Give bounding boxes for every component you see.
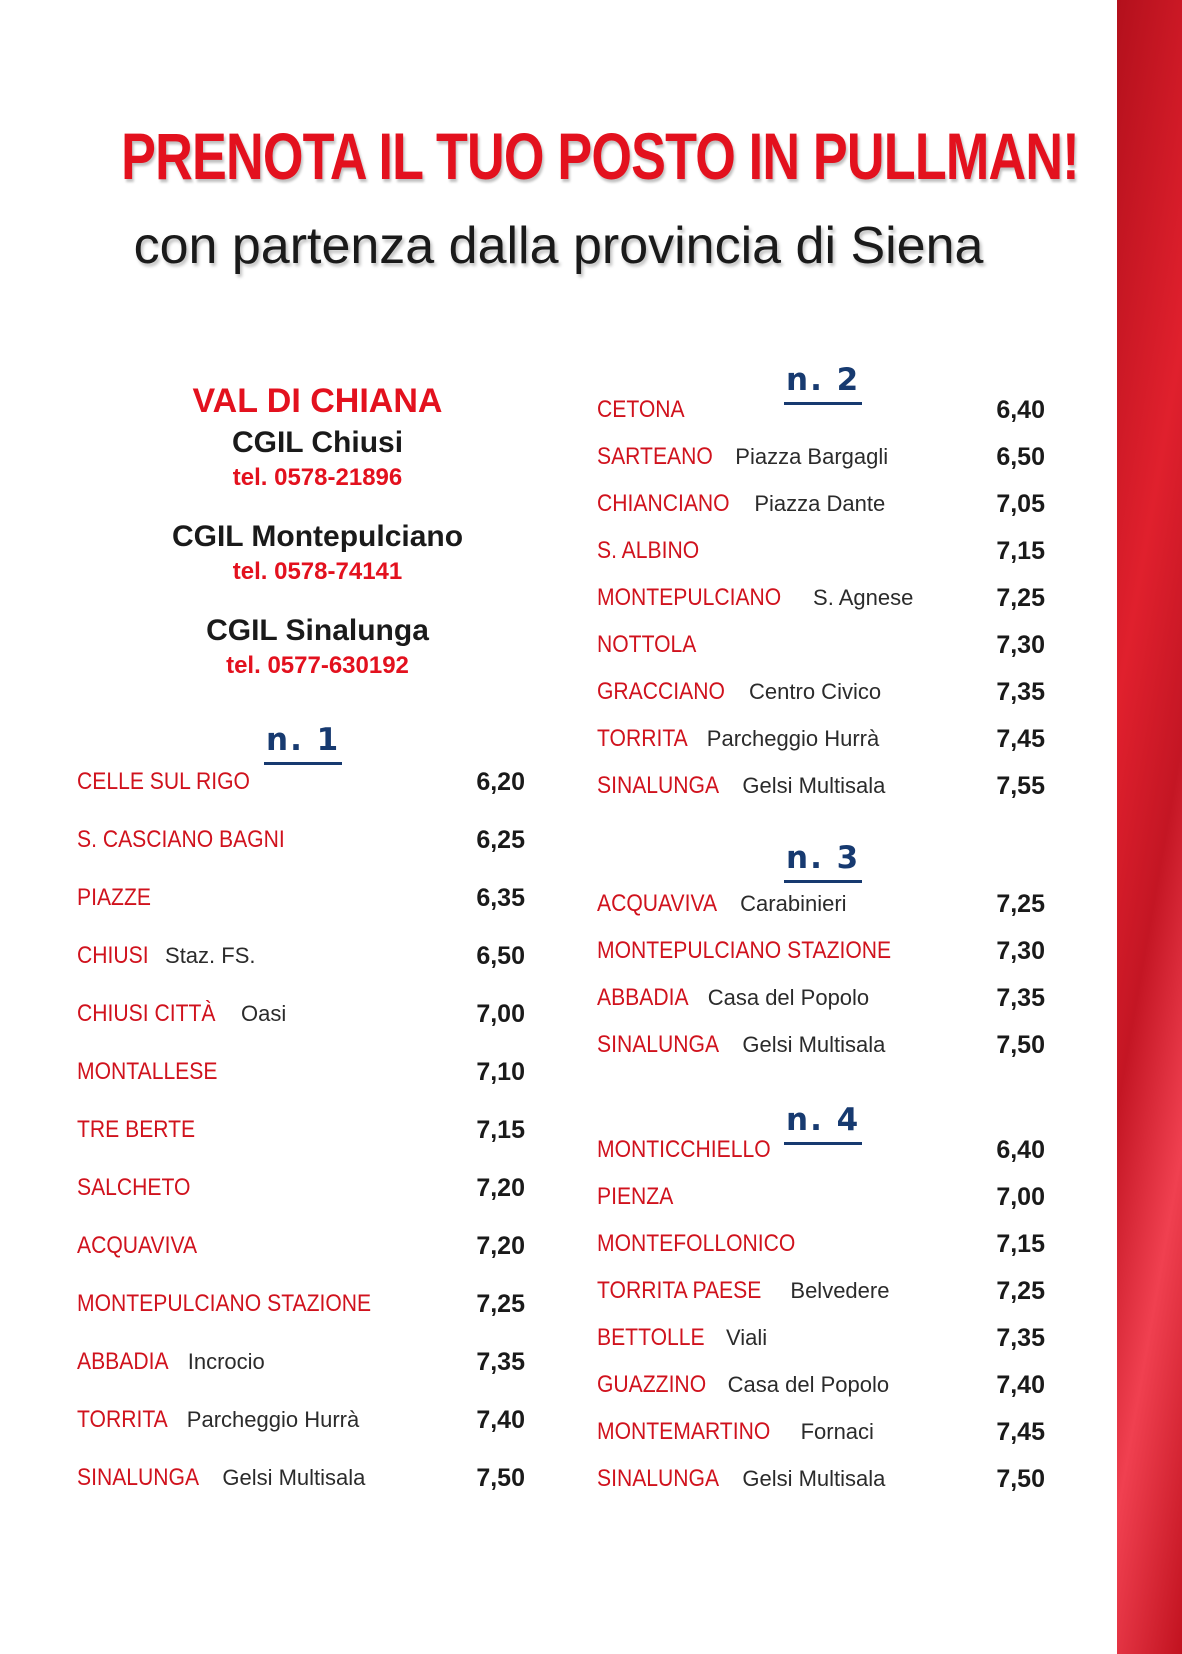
stop-detail: Fornaci bbox=[800, 1419, 874, 1444]
stop-detail: Gelsi Multisala bbox=[742, 1032, 886, 1057]
route-4-stop-list bbox=[597, 1133, 1045, 1513]
stop-price: 7,35 bbox=[996, 984, 1045, 1012]
stop-row bbox=[597, 981, 1045, 1015]
stop-row bbox=[77, 823, 525, 857]
stop-price: 7,15 bbox=[476, 1116, 525, 1144]
stop-detail: Oasi bbox=[241, 1001, 287, 1026]
stop-row bbox=[77, 1461, 525, 1495]
stop-price: 7,15 bbox=[996, 537, 1045, 565]
stop-place: ACQUAVIVA bbox=[77, 1232, 198, 1259]
stop-row bbox=[597, 1227, 1045, 1261]
stop-row bbox=[597, 1462, 1045, 1496]
stop-place: NOTTOLA bbox=[597, 631, 697, 658]
stop-place: MONTEPULCIANO STAZIONE bbox=[597, 937, 892, 964]
stop-row bbox=[77, 1345, 525, 1379]
route-2-heading: n. 2 bbox=[784, 362, 862, 405]
office-phone: tel. 0577-630192 bbox=[226, 652, 409, 679]
route-1-heading: n. 1 bbox=[264, 722, 342, 765]
stop-price: 6,35 bbox=[476, 884, 525, 912]
stop-row bbox=[597, 581, 1045, 615]
route-3-heading: n. 3 bbox=[784, 840, 862, 883]
office-name: CGIL Montepulciano bbox=[171, 520, 464, 553]
stop-price: 7,30 bbox=[996, 937, 1045, 965]
stop-row bbox=[77, 1287, 525, 1321]
stop-row bbox=[597, 487, 1045, 521]
stop-place: MONTEPULCIANO STAZIONE bbox=[77, 1290, 372, 1317]
stop-row bbox=[77, 939, 525, 973]
stop-place: CHIUSI CITTÀ bbox=[77, 1000, 216, 1027]
contacts-block bbox=[140, 378, 495, 706]
stop-price: 7,45 bbox=[996, 1418, 1045, 1446]
stop-price: 7,25 bbox=[996, 1277, 1045, 1305]
stop-price: 7,05 bbox=[996, 490, 1045, 518]
office-phone: tel. 0578-21896 bbox=[232, 464, 403, 491]
stop-price: 7,35 bbox=[996, 1324, 1045, 1352]
stop-place: SALCHETO bbox=[77, 1174, 191, 1201]
stop-row bbox=[597, 1415, 1045, 1449]
stop-row bbox=[77, 881, 525, 915]
stop-row bbox=[597, 675, 1045, 709]
office-sinalunga bbox=[140, 612, 495, 682]
stop-row bbox=[597, 1133, 1045, 1167]
stop-price: 7,15 bbox=[996, 1230, 1045, 1258]
stop-price: 6,20 bbox=[476, 768, 525, 796]
stop-place: PIAZZE bbox=[77, 884, 151, 911]
stop-row bbox=[77, 1171, 525, 1205]
stop-row bbox=[597, 934, 1045, 968]
stop-place: MONTEPULCIANO bbox=[597, 584, 782, 611]
stop-row bbox=[597, 534, 1045, 568]
stop-place: CELLE SUL RIGO bbox=[77, 768, 250, 795]
stop-place: SINALUNGA bbox=[597, 1031, 720, 1058]
stop-place: BETTOLLE bbox=[597, 1324, 705, 1351]
stop-detail: Casa del Popolo bbox=[727, 1372, 890, 1397]
stop-price: 7,25 bbox=[996, 890, 1045, 918]
stop-row bbox=[77, 1113, 525, 1147]
route-4-heading: n. 4 bbox=[784, 1102, 862, 1145]
stop-detail: Belvedere bbox=[790, 1278, 890, 1303]
stop-detail: Staz. FS. bbox=[165, 943, 256, 968]
route-1-stop-list bbox=[77, 765, 525, 1505]
stop-detail: Incrocio bbox=[187, 1349, 265, 1374]
stop-price: 7,50 bbox=[996, 1465, 1045, 1493]
stop-place: SINALUNGA bbox=[597, 1465, 720, 1492]
stop-place: GRACCIANO bbox=[597, 678, 725, 705]
stop-price: 7,20 bbox=[476, 1174, 525, 1202]
page-headline: PRENOTA IL TUO POSTO IN PULLMAN! bbox=[121, 119, 1079, 193]
stop-price: 7,45 bbox=[996, 725, 1045, 753]
stop-price: 7,40 bbox=[476, 1406, 525, 1434]
stop-detail: Gelsi Multisala bbox=[742, 1466, 886, 1491]
stop-price: 7,00 bbox=[996, 1183, 1045, 1211]
stop-detail: Parcheggio Hurrà bbox=[186, 1407, 360, 1432]
stop-price: 7,25 bbox=[996, 584, 1045, 612]
stop-place: MONTALLESE bbox=[77, 1058, 218, 1085]
stop-price: 7,10 bbox=[476, 1058, 525, 1086]
stop-place: TORRITA bbox=[597, 725, 688, 752]
stop-row bbox=[597, 1368, 1045, 1402]
stop-price: 7,35 bbox=[476, 1348, 525, 1376]
stop-place: SARTEANO bbox=[597, 443, 713, 470]
stop-price: 6,50 bbox=[476, 942, 525, 970]
stop-place: TORRITA PAESE bbox=[597, 1277, 762, 1304]
stop-row bbox=[597, 1028, 1045, 1062]
stop-detail: Casa del Popolo bbox=[707, 985, 870, 1010]
route-3-stop-list bbox=[597, 887, 1045, 1067]
stop-row bbox=[597, 887, 1045, 921]
stop-place: ABBADIA bbox=[597, 984, 689, 1011]
stop-detail: Parcheggio Hurrà bbox=[706, 726, 880, 751]
stop-place: S. CASCIANO BAGNI bbox=[77, 826, 285, 853]
stop-price: 7,50 bbox=[996, 1031, 1045, 1059]
office-chiusi bbox=[140, 424, 495, 494]
stop-detail: Viali bbox=[725, 1325, 768, 1350]
stop-detail: Piazza Bargagli bbox=[735, 444, 889, 469]
region-title: VAL DI CHIANA bbox=[192, 382, 443, 420]
stop-place: CETONA bbox=[597, 396, 685, 423]
stop-detail: S. Agnese bbox=[813, 585, 914, 610]
stop-place: GUAZZINO bbox=[597, 1371, 707, 1398]
stop-price: 7,50 bbox=[476, 1464, 525, 1492]
stop-row bbox=[597, 1321, 1045, 1355]
stop-price: 6,25 bbox=[476, 826, 525, 854]
stop-price: 7,20 bbox=[476, 1232, 525, 1260]
stop-detail: Piazza Dante bbox=[754, 491, 886, 516]
stop-row bbox=[597, 440, 1045, 474]
stop-row bbox=[597, 722, 1045, 756]
stop-row bbox=[597, 393, 1045, 427]
stop-row bbox=[77, 1229, 525, 1263]
stop-price: 7,40 bbox=[996, 1371, 1045, 1399]
stop-place: MONTEFOLLONICO bbox=[597, 1230, 796, 1257]
stop-detail: Centro Civico bbox=[749, 679, 882, 704]
stop-row bbox=[597, 769, 1045, 803]
stop-row bbox=[77, 1403, 525, 1437]
stop-place: TORRITA bbox=[77, 1406, 168, 1433]
office-montepulciano bbox=[140, 518, 495, 588]
stop-row bbox=[597, 1180, 1045, 1214]
stop-place: CHIANCIANO bbox=[597, 490, 730, 517]
stop-price: 7,00 bbox=[476, 1000, 525, 1028]
page-subheadline: con partenza dalla provincia di Siena bbox=[133, 217, 984, 275]
stop-row bbox=[77, 765, 525, 799]
stop-price: 6,40 bbox=[996, 396, 1045, 424]
stop-place: MONTEMARTINO bbox=[597, 1418, 771, 1445]
decorative-red-band bbox=[1117, 0, 1182, 1654]
stop-place: SINALUNGA bbox=[77, 1464, 200, 1491]
office-name: CGIL Chiusi bbox=[231, 426, 404, 459]
stop-place: ACQUAVIVA bbox=[597, 890, 718, 917]
office-phone: tel. 0578-74141 bbox=[232, 558, 403, 585]
stop-detail: Gelsi Multisala bbox=[742, 773, 886, 798]
office-name: CGIL Sinalunga bbox=[206, 614, 429, 647]
stop-price: 7,25 bbox=[476, 1290, 525, 1318]
stop-detail: Gelsi Multisala bbox=[222, 1465, 366, 1490]
stop-price: 7,55 bbox=[996, 772, 1045, 800]
stop-place: MONTICCHIELLO bbox=[597, 1136, 771, 1163]
stop-price: 6,40 bbox=[996, 1136, 1045, 1164]
stop-price: 7,35 bbox=[996, 678, 1045, 706]
stop-place: CHIUSI bbox=[77, 942, 149, 969]
stop-place: SINALUNGA bbox=[597, 772, 720, 799]
stop-row bbox=[597, 1274, 1045, 1308]
stop-place: PIENZA bbox=[597, 1183, 674, 1210]
stop-price: 7,30 bbox=[996, 631, 1045, 659]
stop-place: S. ALBINO bbox=[597, 537, 700, 564]
stop-place: TRE BERTE bbox=[77, 1116, 196, 1143]
stop-place: ABBADIA bbox=[77, 1348, 169, 1375]
stop-row bbox=[77, 1055, 525, 1089]
stop-row bbox=[597, 628, 1045, 662]
stop-detail: Carabinieri bbox=[740, 891, 847, 916]
stop-row bbox=[77, 997, 525, 1031]
route-2-stop-list bbox=[597, 393, 1045, 813]
stop-price: 6,50 bbox=[996, 443, 1045, 471]
